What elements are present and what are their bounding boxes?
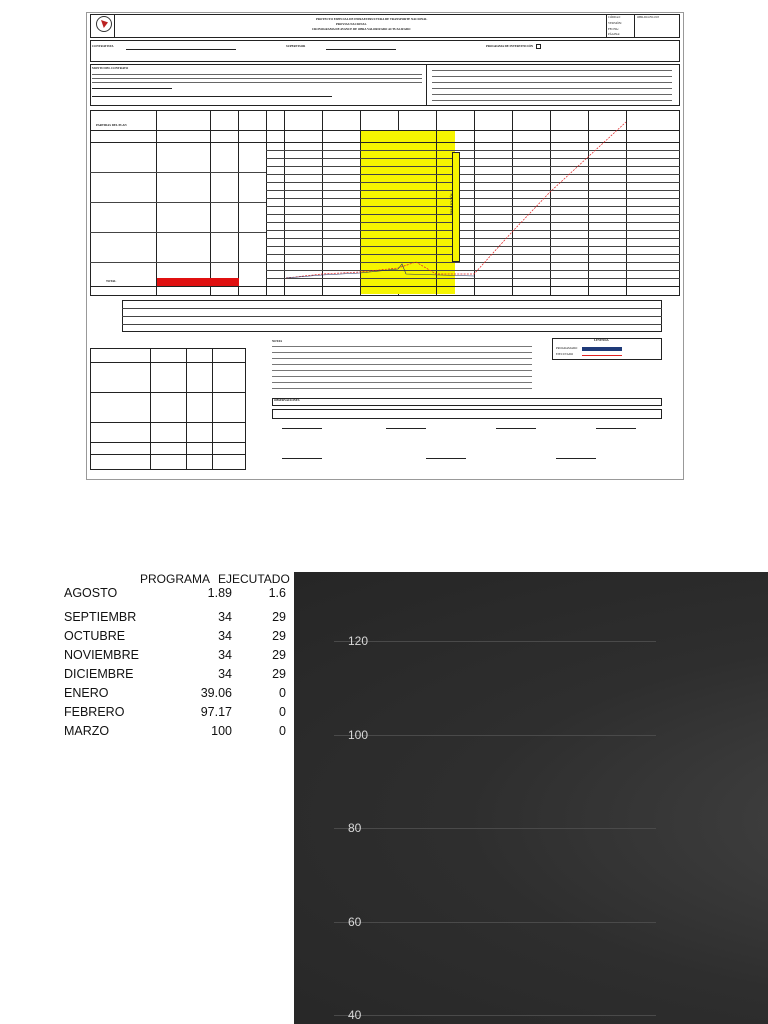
table-row <box>62 610 294 628</box>
header-line-3: CRONOGRAMA DE AVANCE DE OBRA VALORIZADO ACTUALIZADO <box>312 27 411 31</box>
observations-label: OBSERVACIONES <box>274 398 300 402</box>
row-programa: 97.17 <box>200 705 232 719</box>
row-programa: 34 <box>218 610 232 624</box>
executed-curve <box>286 264 474 278</box>
header-ejecutado: EJECUTADO <box>218 572 290 586</box>
y-tick-label: 100 <box>348 727 369 742</box>
row-programa: 34 <box>218 629 232 643</box>
progress-chart <box>294 572 768 1024</box>
legend-executed: EJECUTADO <box>556 352 574 356</box>
y-tick-label: 120 <box>348 634 369 648</box>
chart-gridline <box>334 735 656 736</box>
y-tick-label: 80 <box>348 821 362 835</box>
version-label: VERSIÓN: <box>608 21 622 25</box>
chart-gridline <box>334 1015 656 1016</box>
table-row <box>62 586 294 604</box>
row-programa: 1.89 <box>207 586 232 600</box>
row-programa: 34 <box>218 648 232 662</box>
y-tick-label: 40 <box>348 1008 362 1022</box>
date-label: FECHA: <box>608 27 619 31</box>
row-month: FEBRERO <box>64 705 125 719</box>
table-row <box>62 629 294 647</box>
table-row <box>62 724 294 742</box>
row-month: OCTUBRE <box>64 629 126 643</box>
lower-left-table <box>90 348 246 470</box>
y-tick-label: 60 <box>348 914 362 929</box>
row-programa: 100 <box>211 724 232 738</box>
program-label: PROGRAMA DE INTERVENCIÓN <box>486 44 534 48</box>
row-month: AGOSTO <box>64 586 118 600</box>
row-month: MARZO <box>64 724 110 738</box>
row-ejecutado: 29 <box>272 667 286 681</box>
observations-box <box>272 398 662 406</box>
institution-logo <box>96 16 112 32</box>
total-label: TOTAL <box>106 279 117 283</box>
row-ejecutado: 29 <box>272 610 286 624</box>
contractor-label: CONTRATISTA <box>92 44 114 48</box>
code-label: CÓDIGO: <box>608 15 621 19</box>
legend-title: LEYENDA <box>594 338 609 342</box>
row-ejecutado: 29 <box>272 629 286 643</box>
programmed-curve <box>286 122 626 278</box>
row-month: ENERO <box>64 686 109 700</box>
row-month: DICIEMBRE <box>64 667 134 681</box>
supervisor-label: SUPERVISOR <box>286 44 306 48</box>
row-ejecutado: 29 <box>272 648 286 662</box>
row-ejecutado: 0 <box>279 705 286 719</box>
row-programa: 39.06 <box>200 686 232 700</box>
row-month: NOVIEMBRE <box>64 648 140 662</box>
legend-programmed-swatch <box>582 347 622 351</box>
row-programa: 34 <box>218 667 232 681</box>
contract-amount-label: MONTO DEL CONTRATO <box>92 66 129 70</box>
notes-label: NOTAS <box>272 339 283 343</box>
schedule-document-thumbnail <box>86 12 684 480</box>
table-row <box>62 705 294 723</box>
row-ejecutado: 1.6 <box>268 586 286 600</box>
header-line-1: PROYECTO ESPECIAL DE INFRAESTRUCTURA DE TRANSPORTE NACIONAL <box>316 17 428 21</box>
stop-stamp-label: PARALIZACIÓN <box>450 193 454 214</box>
page-label: PÁGINA: <box>608 32 621 36</box>
chart-gridline <box>334 922 656 923</box>
table-row <box>62 686 294 704</box>
row-ejecutado: 0 <box>279 724 286 738</box>
chart-gridline <box>334 828 656 829</box>
code-value: OBR-DO-FO-018 <box>637 15 659 19</box>
chart-gridline <box>334 641 656 642</box>
observations-content <box>272 409 662 419</box>
table-row <box>62 667 294 685</box>
header-line-2: PROVIAS NACIONAL <box>336 22 367 26</box>
legend-programmed: PROGRAMADO <box>556 346 578 350</box>
row-ejecutado: 0 <box>279 686 286 700</box>
table-row <box>62 648 294 666</box>
header-programa: PROGRAMA <box>140 572 211 586</box>
row-month: SEPTIEMBR <box>64 610 137 624</box>
items-header: PARTIDAS DEL PLAN <box>96 123 127 127</box>
legend-executed-swatch <box>582 355 622 356</box>
